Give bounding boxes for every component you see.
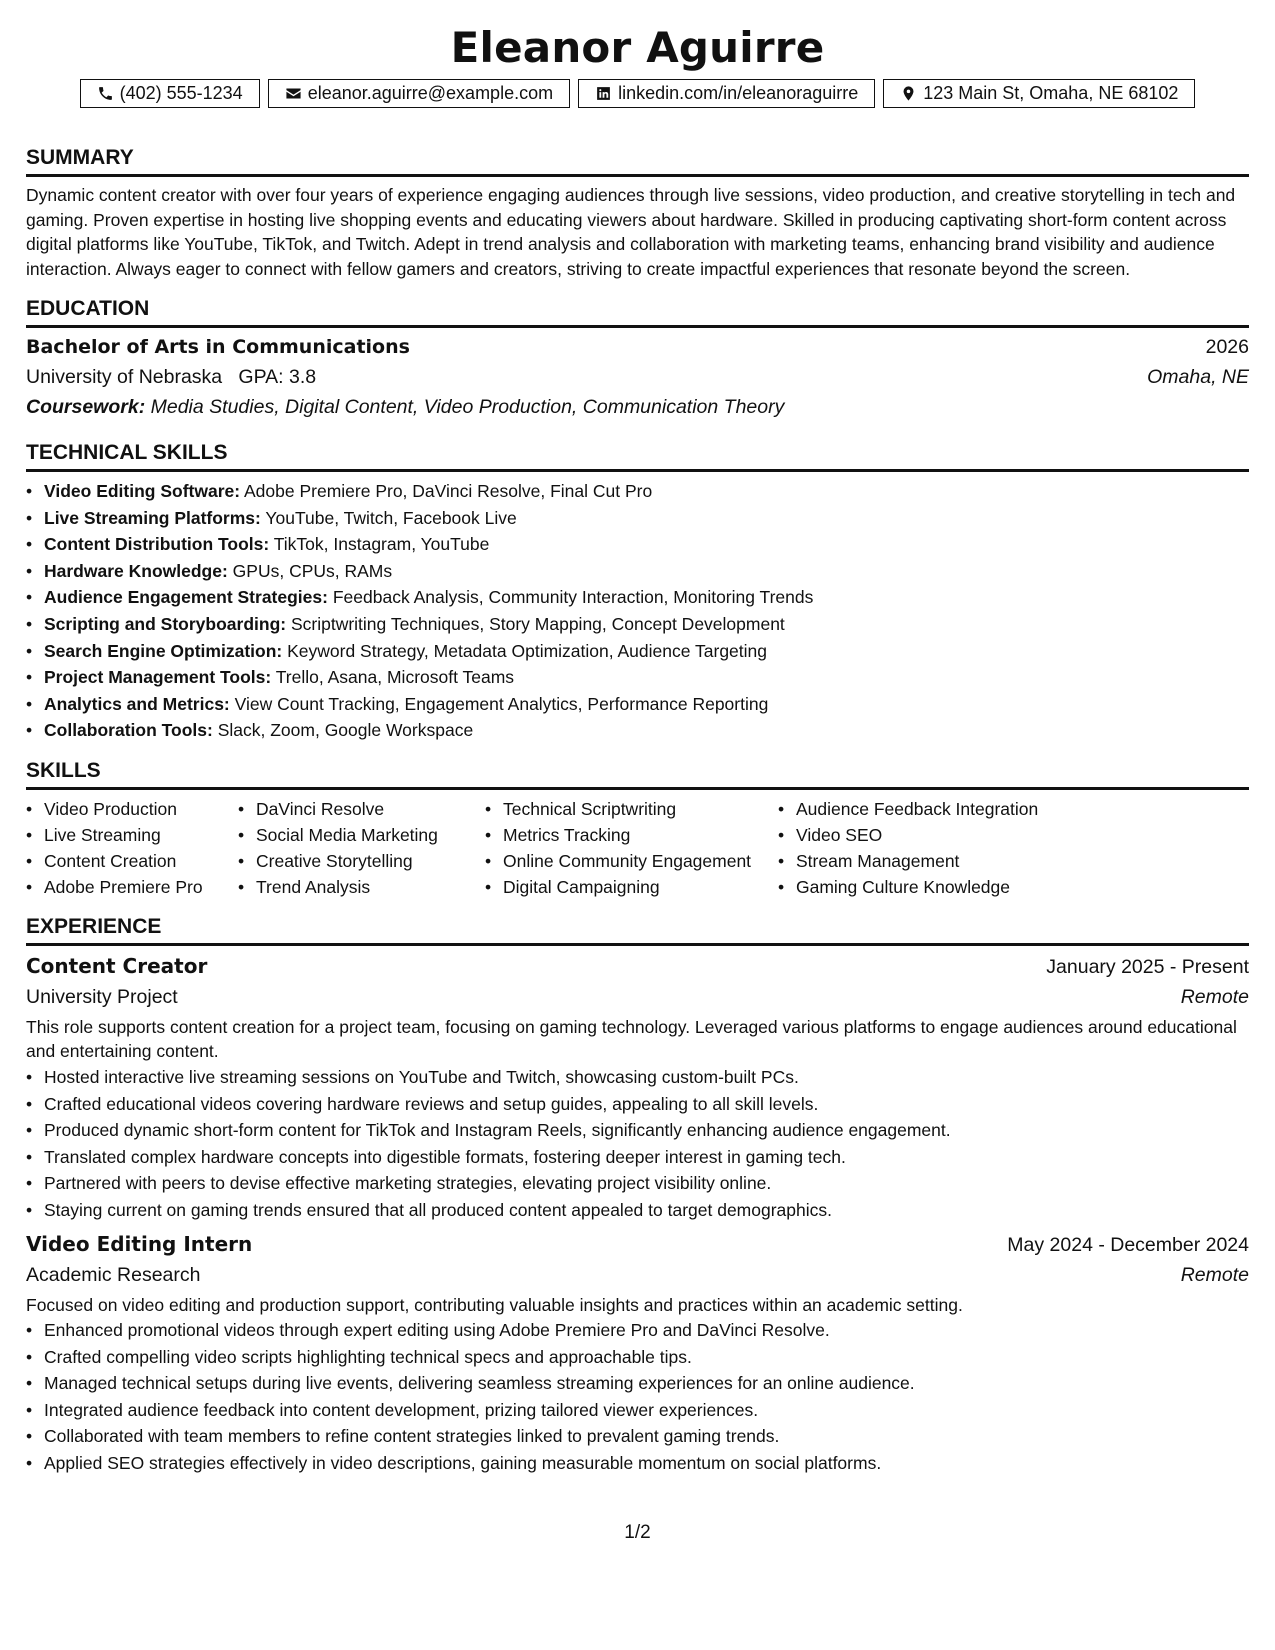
job-bullet: • Produced dynamic short-form content for TikTok and Instagram Reels, significantly enhancing audience engagement. [44,1117,1249,1144]
phone-icon [97,85,114,102]
summary-title: SUMMARY [26,145,1249,177]
candidate-name: Eleanor Aguirre [450,23,825,72]
email-text: eleanor.aguirre@example.com [307,83,554,103]
skill-item: • Social Media Marketing [256,822,485,848]
tech-skill-item: • Collaboration Tools: Slack, Zoom, Google Workspace [44,717,1249,744]
skill-item: • Creative Storytelling [256,848,485,874]
education-title: EDUCATION [26,296,1249,328]
job-bullet: • Enhanced promotional videos through expert editing using Adobe Premiere Pro and DaVinci Resolve. [44,1317,1249,1344]
job-bullet: • Crafted compelling video scripts highlighting technical specs and approachable tips. [44,1344,1249,1371]
job-bullet: • Crafted educational videos covering hardware reviews and setup guides, appealing to all skill levels. [44,1091,1249,1118]
skills-column [485,796,778,900]
tech-skill-item: • Video Editing Software: Adobe Premiere Pro, DaVinci Resolve, Final Cut Pro [44,478,1249,505]
technical-skills-section [26,440,1249,744]
job-location: Remote [1180,985,1249,1008]
summary-section [26,145,1249,281]
tech-skill-item: • Analytics and Metrics: View Count Tracking, Engagement Analytics, Performance Reporting [44,691,1249,718]
coursework-line [26,392,1249,422]
skill-item: • Online Community Engagement [503,848,778,874]
skill-item: • Trend Analysis [256,874,485,900]
contact-phone[interactable] [80,79,260,108]
job-bullet: • Hosted interactive live streaming sessions on YouTube and Twitch, showcasing custom-built PCs. [44,1064,1249,1091]
job-dates: January 2025 - Present [1046,955,1249,978]
school-location: Omaha, NE [1147,366,1249,388]
page-number: 1/2 [624,1522,651,1543]
technical-skills-list [26,478,1249,744]
map-pin-icon [900,85,917,102]
skill-item: • Technical Scriptwriting [503,796,778,822]
skill-item: • Content Creation [44,848,238,874]
skills-grid [26,796,1249,900]
coursework-list: Media Studies, Digital Content, Video Production, Communication Theory [150,396,785,418]
skill-item: • Live Streaming [44,822,238,848]
job-bullet: • Integrated audience feedback into content development, prizing tailored viewer experiences. [44,1397,1249,1424]
skill-item: • DaVinci Resolve [256,796,485,822]
job-entry [26,1228,1249,1477]
skill-item: • Adobe Premiere Pro [44,874,238,900]
skill-item: • Gaming Culture Knowledge [796,874,1038,900]
job-title: Video Editing Intern [26,1231,253,1256]
tech-skill-item: • Project Management Tools: Trello, Asana, Microsoft Teams [44,664,1249,691]
job-entry [26,950,1249,1224]
job-bullet: • Collaborated with team members to refine content strategies linked to prevalent gaming trends. [44,1423,1249,1450]
skill-item: • Video SEO [796,822,1038,848]
skill-item: • Metrics Tracking [503,822,778,848]
skill-item: • Digital Campaigning [503,874,778,900]
job-description: This role supports content creation for a project team, focusing on gaming technology. Leveraged various platforms to engage audiences around educational and entertaining content. [26,1016,1237,1062]
skills-column [238,796,485,900]
school-name: University of Nebraska [26,366,223,388]
envelope-icon [285,85,302,102]
job-bullet: • Staying current on gaming trends ensured that all produced content appealed to target demographics. [44,1197,1249,1224]
job-dates: May 2024 - December 2024 [1007,1233,1249,1256]
job-description: Focused on video editing and production support, contributing valuable insights and practices within an academic setting. [26,1294,963,1315]
linkedin-icon [595,85,612,102]
degree-name: Bachelor of Arts in Communications [26,336,410,358]
job-bullet: • Translated complex hardware concepts into digestible formats, fostering deeper interest in gaming tech. [44,1144,1249,1171]
job-bullets [26,1317,1249,1477]
graduation-year: 2026 [1205,336,1249,358]
skills-title: SKILLS [26,758,1249,790]
job-org: University Project [26,985,178,1008]
tech-skill-item: • Live Streaming Platforms: YouTube, Twitch, Facebook Live [44,505,1249,532]
summary-text: Dynamic content creator with over four years of experience engaging audiences through live sessions, video production, and creative storytelling in tech and gaming. Proven expertise in hosting live shopping events and educating viewers about hardware. Skilled in producing captivating short-form content across digital platforms like YouTube, TikTok, and Twitch. Adept in trend analysis and collaboration with marketing teams, enhancing brand visibility and audience interaction. Always eager to connect with fellow gamers and creators, striving to create impactful experiences that resonate beyond the screen. [26,185,1236,279]
tech-skill-item: • Content Distribution Tools: TikTok, Instagram, YouTube [44,531,1249,558]
job-bullet: • Managed technical setups during live events, delivering seamless streaming experiences for an online audience. [44,1370,1249,1397]
job-bullet: • Applied SEO strategies effectively in video descriptions, gaining measurable momentum on social platforms. [44,1450,1249,1477]
job-location: Remote [1180,1263,1249,1286]
job-bullet: • Partnered with peers to devise effective marketing strategies, elevating project visibility online. [44,1170,1249,1197]
skills-column [26,796,238,900]
skills-section [26,758,1249,900]
tech-skill-item: • Hardware Knowledge: GPUs, CPUs, RAMs [44,558,1249,585]
gpa: GPA: 3.8 [238,366,317,388]
tech-skill-item: • Scripting and Storyboarding: Scriptwriting Techniques, Story Mapping, Concept Development [44,611,1249,638]
job-bullets [26,1064,1249,1224]
technical-skills-title: TECHNICAL SKILLS [26,440,1249,472]
contact-email[interactable] [268,79,570,108]
experience-section [26,914,1249,1477]
skills-column [778,796,1038,900]
education-section [26,296,1249,422]
job-title: Content Creator [26,953,208,978]
coursework-label: Coursework: [26,396,146,418]
skill-item: • Stream Management [796,848,1038,874]
school-line [26,362,316,392]
skill-item: • Video Production [44,796,238,822]
contact-address[interactable] [883,79,1195,108]
phone-text: (402) 555-1234 [119,83,243,103]
experience-title: EXPERIENCE [26,914,1249,946]
contact-bar [26,79,1249,108]
address-text: 123 Main St, Omaha, NE 68102 [923,83,1179,103]
tech-skill-item: • Search Engine Optimization: Keyword Strategy, Metadata Optimization, Audience Targeting [44,638,1249,665]
skill-item: • Audience Feedback Integration [796,796,1038,822]
contact-linkedin[interactable] [578,79,875,108]
linkedin-text: linkedin.com/in/eleanoraguirre [618,83,859,103]
job-org: Academic Research [26,1263,201,1286]
tech-skill-item: • Audience Engagement Strategies: Feedback Analysis, Community Interaction, Monitoring Trends [44,584,1249,611]
